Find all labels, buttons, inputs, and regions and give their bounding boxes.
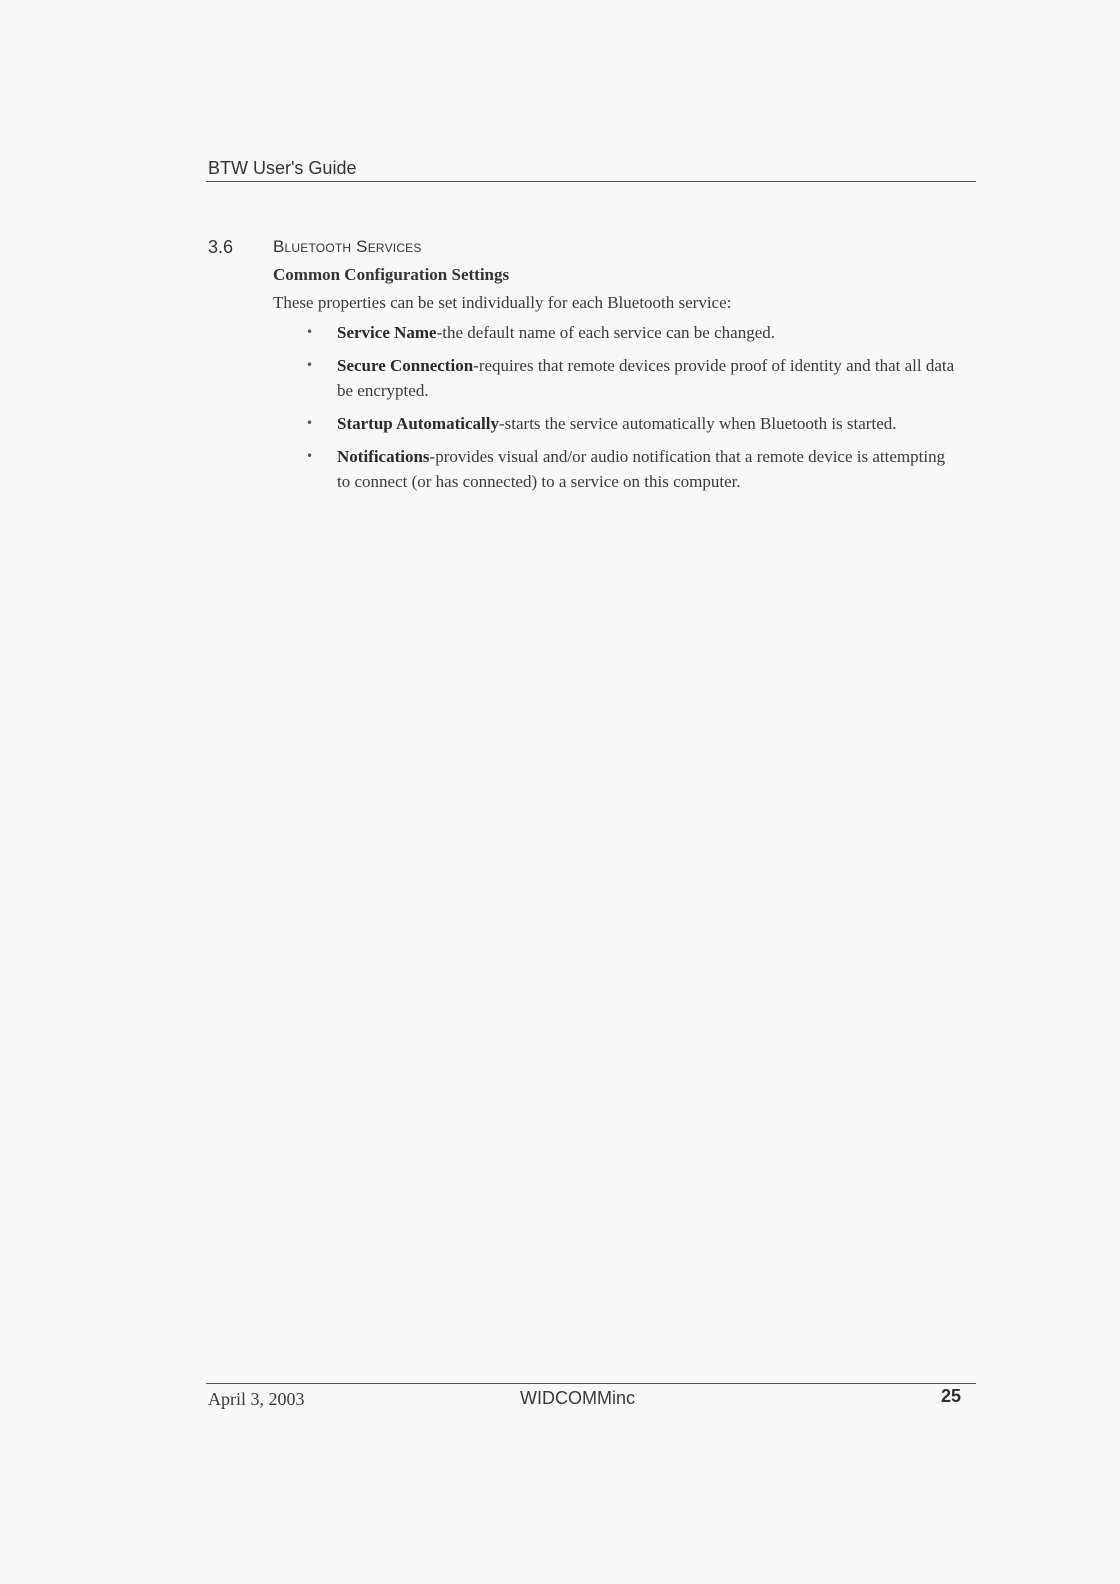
intro-paragraph: These properties can be set individually for each Bluetooth service: (273, 293, 732, 312)
list-item (300, 320, 960, 345)
footer-rule (206, 1383, 976, 1384)
bullet-text: -provides visual and/or audio notification that a remote device is attempting to connect (or has connected) to a service on this computer. (337, 447, 946, 491)
bullet-list (300, 320, 960, 502)
list-item (300, 353, 960, 403)
bullet-term: Startup Automatically (337, 414, 499, 433)
bullet-text: -requires that remote devices provide proof of identity and that all data be encrypted. (337, 356, 955, 400)
running-header: BTW User's Guide (208, 158, 357, 178)
bullet-icon: • (306, 325, 314, 339)
footer-date: April 3, 2003 (208, 1389, 305, 1409)
list-item (300, 444, 960, 494)
section-title: Bluetooth Services (273, 237, 422, 256)
bullet-term: Secure Connection (337, 356, 474, 375)
bullet-text: -the default name of each service can be changed. (436, 323, 775, 342)
page-number: 25 (941, 1386, 962, 1406)
header-rule (206, 181, 976, 182)
bullet-term: Notifications (337, 447, 430, 466)
footer-company: WIDCOMMinc (520, 1388, 635, 1408)
bullet-icon: • (306, 449, 314, 463)
bullet-icon: • (306, 416, 314, 430)
bullet-text: -starts the service automatically when Bluetooth is started. (498, 414, 897, 433)
section-number: 3.6 (208, 237, 234, 257)
list-item (300, 411, 960, 436)
bullet-icon: • (306, 358, 314, 372)
bullet-term: Service Name (337, 323, 437, 342)
subheading: Common Configuration Settings (273, 265, 510, 284)
